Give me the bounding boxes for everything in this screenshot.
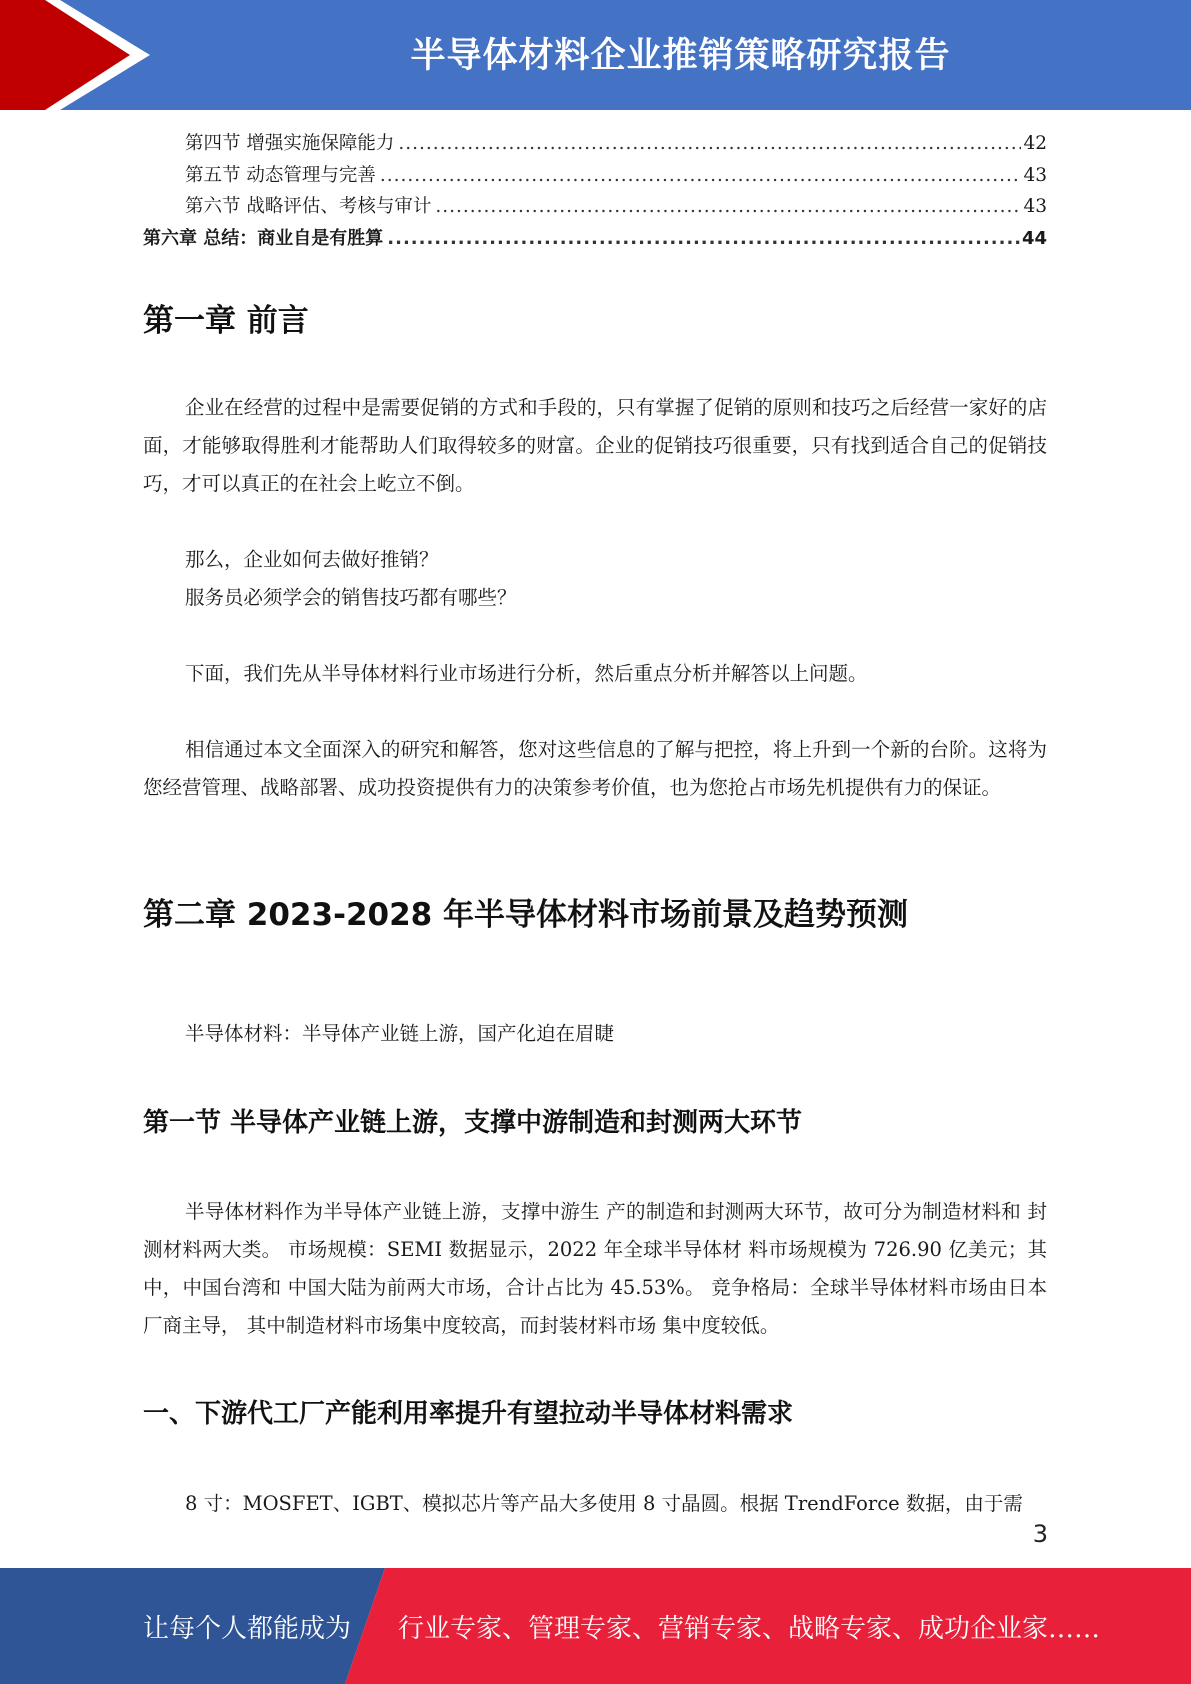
toc-item-page: 42 bbox=[1023, 133, 1047, 154]
section1-paragraph: 半导体材料作为半导体产业链上游，支撑中游生 产的制造和封测两大环节，故可分为制造材料和 封测材料两大类。 市场规模：SEMI 数据显示，2022 年全球半导体材 料市场规模为 726.90 亿美元；其中，中国台湾和 中国大陆为前两大市场，合计占比为 45.53%。 竞争格局：全球半导体材料市场由日本厂商主导， 其中制造材料市场集中度较高，而封装材料市场 集中度较低。 bbox=[143, 1200, 1047, 1337]
toc-leader-dots bbox=[387, 223, 1020, 255]
toc-leader-dots bbox=[380, 160, 1022, 192]
table-of-contents bbox=[143, 128, 1047, 254]
header-banner bbox=[0, 0, 1191, 110]
report-title: 半导体材料企业推销策略研究报告 bbox=[410, 36, 951, 76]
footer-slogan-left: 让每个人都能成为 bbox=[143, 1614, 352, 1644]
subsection-paragraph: 8 寸：MOSFET、IGBT、模拟芯片等产品大多使用 8 寸晶圆。根据 TrendForce 数据，由于需 bbox=[185, 1492, 1023, 1515]
toc-item-page: 43 bbox=[1023, 196, 1047, 217]
chapter2-heading: 第二章 2023-2028 年半导体材料市场前景及趋势预测 bbox=[143, 897, 909, 933]
chapter1-paragraph-3: 服务员必须学会的销售技巧都有哪些？ bbox=[185, 586, 517, 609]
chapter1-heading: 第一章 前言 bbox=[143, 303, 309, 339]
subsection-heading: 一、下游代工厂产能利用率提升有望拉动半导体材料需求 bbox=[143, 1399, 794, 1429]
toc-item-page: 44 bbox=[1021, 227, 1047, 249]
chapter2-intro: 半导体材料：半导体产业链上游，国产化迫在眉睫 bbox=[185, 1022, 615, 1045]
chapter1-paragraph-5: 相信通过本文全面深入的研究和解答，您对这些信息的了解与把控，将上升到一个新的台阶。这将为您经营管理、战略部署、成功投资提供有力的决策参考价值，也为您抢占市场先机提供有力的保证。 bbox=[143, 738, 1047, 799]
chapter1-paragraph-2: 那么，企业如何去做好推销？ bbox=[185, 548, 439, 571]
footer-slogan-right: 行业专家、管理专家、营销专家、战略专家、成功企业家…… bbox=[398, 1614, 1101, 1644]
toc-leader-dots bbox=[398, 128, 1021, 160]
toc-leader-dots bbox=[435, 191, 1021, 223]
toc-item-label: 第六节 战略评估、考核与审计 bbox=[185, 196, 432, 217]
toc-item[interactable] bbox=[143, 191, 1047, 223]
toc-item[interactable] bbox=[143, 128, 1047, 160]
toc-item-page: 43 bbox=[1023, 164, 1047, 186]
toc-item-label: 第四节 增强实施保障能力 bbox=[185, 133, 395, 154]
section1-heading: 第一节 半导体产业链上游，支撑中游制造和封测两大环节 bbox=[143, 1108, 803, 1138]
toc-chapter-item[interactable] bbox=[143, 223, 1047, 255]
toc-item-label: 第五节 动态管理与完善 bbox=[185, 164, 376, 186]
toc-item[interactable] bbox=[143, 160, 1047, 192]
chapter1-paragraph-1: 企业在经营的过程中是需要促销的方式和手段的，只有掌握了促销的原则和技巧之后经营一家好的店面，才能够取得胜利才能帮助人们取得较多的财富。企业的促销技巧很重要，只有找到适合自己的促销技巧，才可以真正的在社会上屹立不倒。 bbox=[143, 396, 1047, 495]
toc-item-label: 第六章 总结：商业自是有胜算 bbox=[143, 227, 384, 249]
footer-banner bbox=[0, 1568, 1191, 1684]
chapter1-paragraph-4: 下面，我们先从半导体材料行业市场进行分析，然后重点分析并解答以上问题。 bbox=[185, 662, 868, 685]
page-number: 3 bbox=[1032, 1520, 1048, 1548]
